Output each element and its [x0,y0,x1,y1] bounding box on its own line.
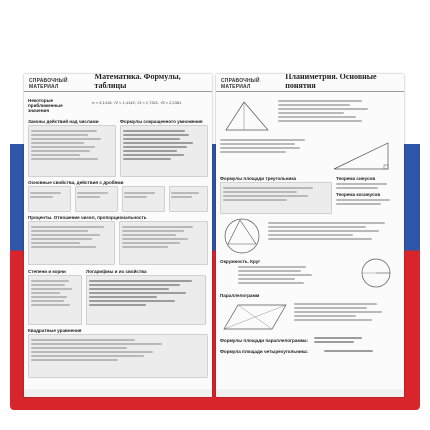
left-page-title: Математика. Формулы, таблицы [94,74,181,90]
parallelogram-area-heading: Формулы площади параллелограмма: [220,337,309,343]
quad-area-heading: Формула площади четырехугольника: [220,348,309,354]
left-page [24,74,212,397]
logs-block [86,275,206,325]
inscribed-circle-figure [220,216,264,256]
triangle-figure [220,96,274,136]
parallelogram-notes [294,299,398,333]
fractions-heading: Основные свойства, действия с дробями [28,180,124,185]
quadratic-heading: Квадратные уравнения [28,328,82,333]
parallelogram-figure [220,299,290,333]
approx-values: π ≈ 3,1416; √2 ≈ 1,4142; √3 ≈ 1,7321; √5 ≈ 2,2361 [92,100,182,105]
left-header-tag: СПРАВОЧНЫЙ МАТЕРИАЛ [29,78,68,90]
fraction-rule-3 [122,186,165,212]
fraction-rule-2 [75,186,118,212]
short-mult-block [120,125,208,177]
quad-area-formula [324,348,394,354]
laws-block [28,125,116,177]
circle-formulas [220,266,352,284]
percent-block [28,221,115,265]
percent-heading: Проценты. Отношение чисел, пропорциональность [28,215,147,220]
cosines-heading: Теорема косинусов [336,192,381,197]
triangle-notes [278,96,398,136]
triangle-area-block [220,182,332,214]
right-page-header [216,74,404,92]
right-page-title: Планиметрия. Основные понятия [285,74,377,90]
logs-heading: Логарифмы и их свойства [86,269,147,274]
right-page-footer [216,389,404,397]
sines-heading: Теорема синусов [336,176,376,181]
right-page [216,74,404,397]
laws-heading: Законы действий над числами [28,119,99,124]
right-triangle-figure [318,137,398,173]
powers-heading: Степени и корни [28,269,66,274]
triangle-area-heading: Формулы площади треугольника [220,176,297,181]
circle-figure [356,256,396,290]
left-page-header [24,74,212,92]
right-header-tag: СПРАВОЧНЫЙ МАТЕРИАЛ [221,78,260,90]
right-text-block [220,137,314,173]
approx-heading: Некоторые приближенные значения [28,98,63,113]
fraction-rule-1 [28,186,71,212]
left-page-footer [24,389,212,397]
circle-notes [268,216,398,256]
parallelogram-heading: Параллелограмм [220,293,260,298]
fraction-rule-4 [169,186,208,212]
powers-block [28,275,82,325]
parallelogram-area-formula [314,335,394,345]
circle-heading: Окружность. Круг [220,259,261,264]
short-mult-heading: Формулы сокращенного умножения [120,119,203,124]
proportion-block [119,221,208,265]
quadratic-block [28,334,208,378]
